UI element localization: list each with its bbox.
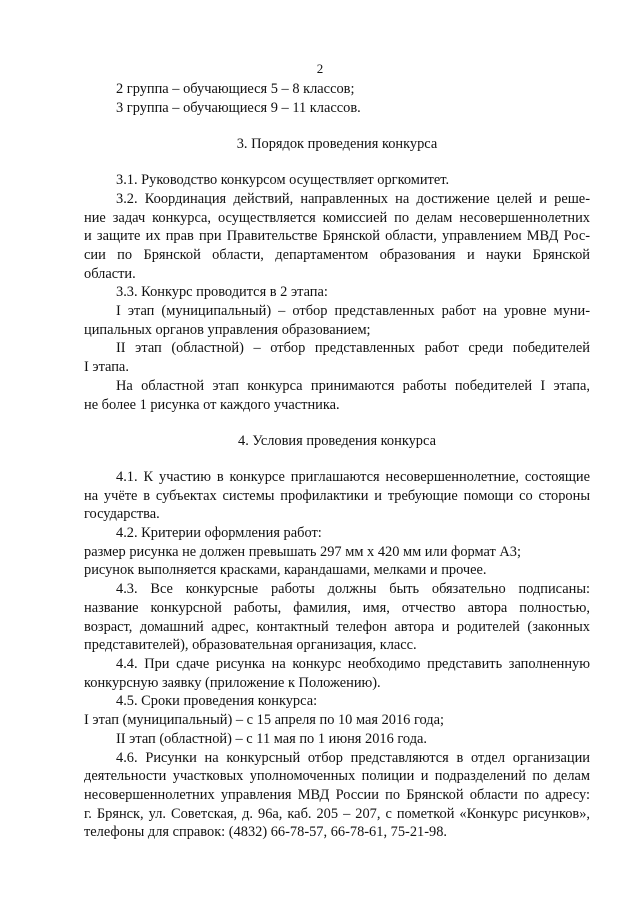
paragraph-line: ние задач конкурса, осуществляется комиссией по делам несовершеннолетних: [84, 209, 590, 226]
paragraph-line: возраст, домашний адрес, контактный телефон автора и родителей (законных: [84, 618, 590, 635]
paragraph-4-5: 4.5. Сроки проведения конкурса:: [116, 693, 318, 710]
paragraph-line: 4.6. Рисунки на конкурсный отбор представляются в отдел организации: [116, 749, 590, 766]
paragraph-4-2: 4.2. Критерии оформления работ:: [116, 525, 322, 542]
regional-stage-paragraph: [84, 377, 590, 414]
paragraph-4-4: [84, 655, 590, 692]
paragraph-line: На областной этап конкурса принимаются работы победителей I этапа,: [116, 377, 590, 394]
paragraph-line: г. Брянск, ул. Советская, д. 96а, каб. 205 – 207, с пометкой «Конкурс рисунков»,: [84, 805, 590, 822]
paragraph-line: название конкурсной работы, фамилия, имя, отчество автора полностью,: [84, 599, 590, 616]
paragraph-4-3: [84, 580, 590, 655]
paragraph-line: 4.4. При сдаче рисунка на конкурс необходимо представить заполненную: [116, 655, 590, 672]
paragraph-line: 4.3. Все конкурсные работы должны быть обязательно подписаны:: [116, 581, 590, 598]
paragraph-line: несовершеннолетних управления МВД России по Брянской области по адресу:: [84, 786, 590, 803]
paragraph-line: представителей), образовательная организация, класс.: [84, 637, 417, 654]
paragraph-3-2: [84, 190, 590, 284]
paragraph-line: I этап (муниципальный) – отбор представленных работ на уровне муни-: [116, 303, 590, 320]
paragraph-line: на учёте в субъектах системы профилактики и требующие помощи со стороны: [84, 487, 590, 504]
paragraph-line: ципальных органов управления образованием;: [84, 321, 371, 338]
paragraph-3-1: 3.1. Руководство конкурсом осуществляет оргкомитет.: [116, 172, 450, 189]
paragraph-4-1: [84, 468, 590, 524]
paragraph-line: не более 1 рисунка от каждого участника.: [84, 396, 340, 413]
paragraph-line: деятельности участковых уполномоченных полиции и подразделений по делам: [84, 768, 590, 785]
paragraph-3-3: 3.3. Конкурс проводится в 2 этапа:: [116, 284, 328, 301]
paragraph-line: государства.: [84, 506, 160, 523]
paragraph-line: сии по Брянской области, департаментом образования и науки Брянской: [84, 246, 590, 263]
materials-criteria: рисунок выполняется красками, карандашами, мелками и прочее.: [84, 562, 487, 579]
section-4-heading: 4. Условия проведения конкурса: [238, 433, 436, 450]
paragraph-line: области.: [84, 265, 136, 282]
paragraph-line: конкурсную заявку (приложение к Положению).: [84, 674, 381, 691]
stage-2-dates: II этап (областной) – с 11 мая по 1 июня 2016 года.: [116, 730, 428, 747]
size-criteria: размер рисунка не должен превышать 297 мм х 420 мм или формат А3;: [84, 543, 521, 560]
stage-2-description: [84, 339, 590, 376]
section-3-heading: 3. Порядок проведения конкурса: [236, 136, 438, 153]
group-3-line: 3 группа – обучающиеся 9 – 11 классов.: [116, 99, 361, 116]
page-number: 2: [316, 61, 324, 76]
paragraph-line: 3.2. Координация действий, направленных на достижение целей и реше-: [116, 190, 590, 207]
paragraph-line: и защите их прав при Правительстве Брянской области, управлением МВД Рос-: [84, 228, 590, 245]
document-body: [84, 80, 590, 842]
paragraph-line: 4.1. К участию в конкурсе приглашаются несовершеннолетние, состоящие: [116, 468, 590, 485]
stage-1-dates: I этап (муниципальный) – с 15 апреля по 10 мая 2016 года;: [84, 712, 444, 729]
group-2-line: 2 группа – обучающиеся 5 – 8 классов;: [116, 81, 355, 97]
paragraph-line: I этапа.: [84, 359, 129, 376]
paragraph-line: телефоны для справок: (4832) 66-78-57, 66-78-61, 75-21-98.: [84, 824, 447, 841]
stage-1-description: [84, 302, 590, 339]
paragraph-4-6: [84, 749, 590, 843]
paragraph-line: II этап (областной) – отбор представленных работ среди победителей: [116, 340, 590, 357]
